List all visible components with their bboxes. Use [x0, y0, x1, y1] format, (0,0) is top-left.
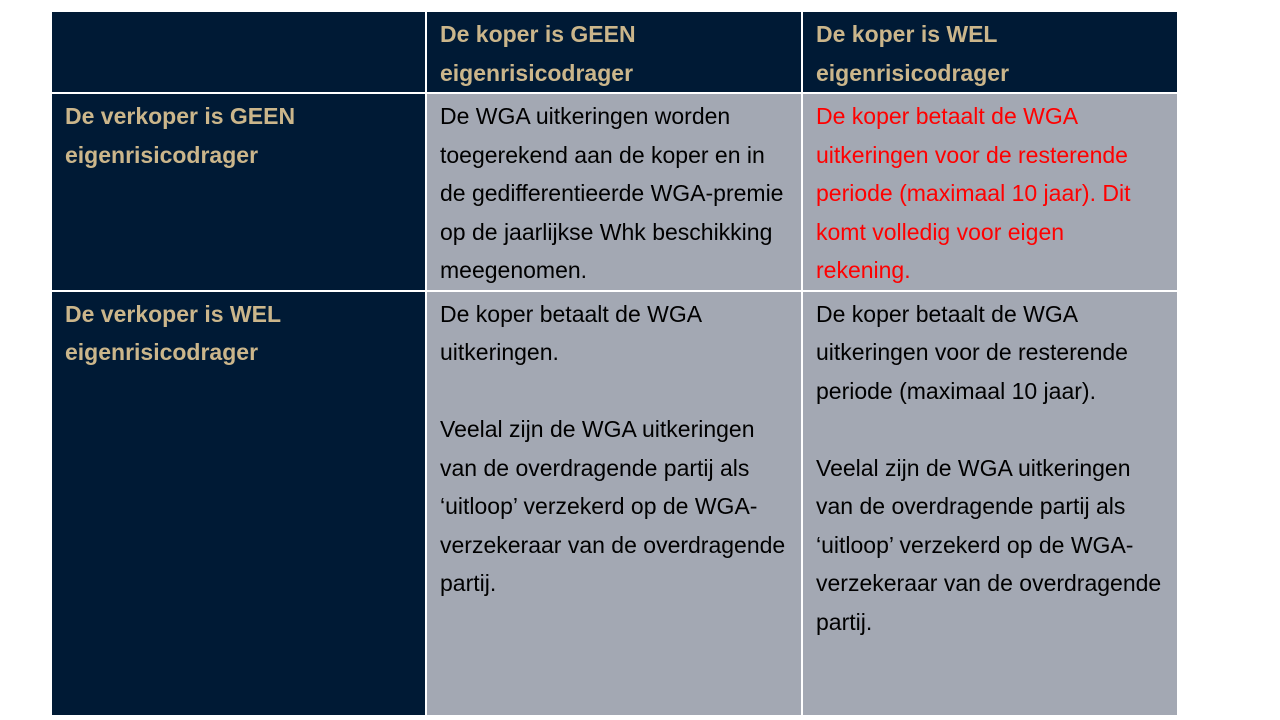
table-cell-highlighted: De koper betaalt de WGA uitkeringen voor de resterende periode (maximaal 10 jaar). Dit komt volledig voor eigen rekening. — [802, 93, 1178, 291]
row-header-verkoper-geen: De verkoper is GEEN eigenrisicodrager — [51, 93, 426, 291]
corner-cell — [51, 11, 426, 93]
table-cell: De koper betaalt de WGA uitkeringen. Veelal zijn de WGA uitkeringen van de overdragende partij als ‘uitloop’ verzekerd op de WGA-verzekeraar van de overdragende partij. — [426, 291, 802, 716]
row-header-verkoper-wel: De verkoper is WEL eigenrisicodrager — [51, 291, 426, 716]
header-row — [51, 11, 1178, 93]
column-header-koper-wel: De koper is WEL eigenrisicodrager — [802, 11, 1178, 93]
table-row — [51, 291, 1178, 716]
table-cell: De WGA uitkeringen worden toegerekend aan de koper en in de gedifferentieerde WGA-premie op de jaarlijkse Whk beschikking meegenomen. — [426, 93, 802, 291]
table-row — [51, 93, 1178, 291]
comparison-table — [50, 10, 1179, 717]
table-cell: De koper betaalt de WGA uitkeringen voor de resterende periode (maximaal 10 jaar). Veelal zijn de WGA uitkeringen van de overdragende partij als ‘uitloop’ verzekerd op de WGA-verzekeraar van de overdragende partij. — [802, 291, 1178, 716]
column-header-koper-geen: De koper is GEEN eigenrisicodrager — [426, 11, 802, 93]
